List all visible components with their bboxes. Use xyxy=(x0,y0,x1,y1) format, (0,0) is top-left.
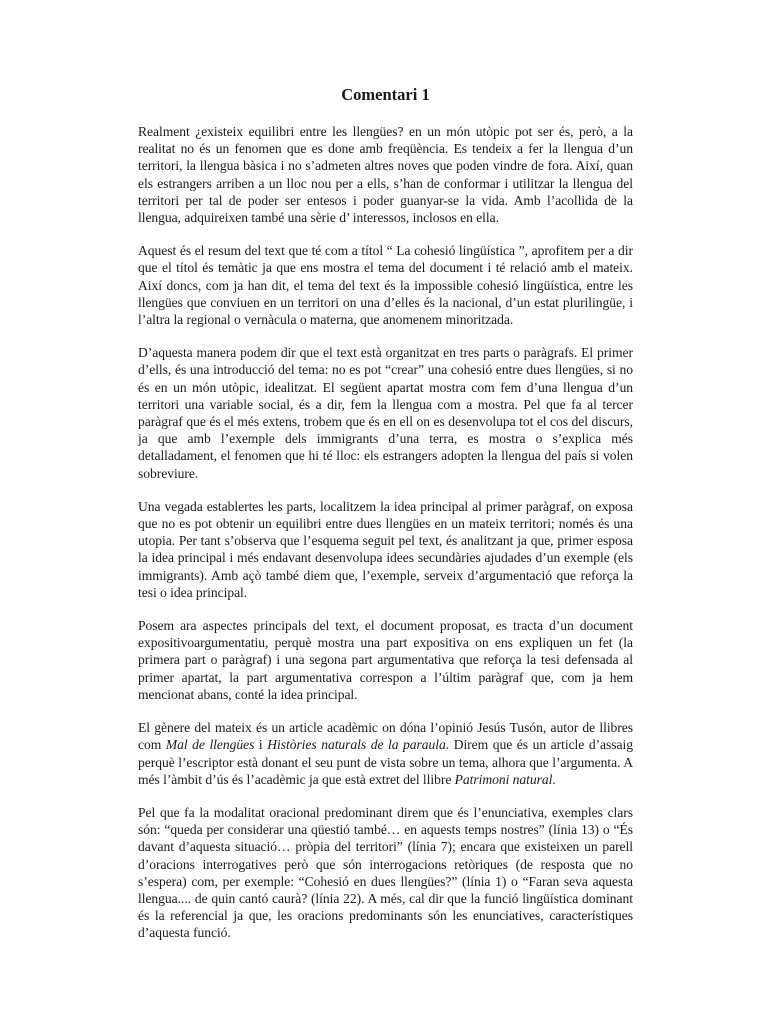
paragraph-5: Posem ara aspectes principals del text, el document proposat, es tracta d’un document expositivoargumentatiu, perquè mostra una part expositiva on ens expliquen un fet (la primera part o paràgraf) i una segona part argumentativa que reforça la tesi defensada al primer apartat, la part argumentativa correspon a l’últim paràgraf que, com ja hem mencionat abans, conté la idea principal. xyxy=(138,618,633,702)
page-title: Comentari 1 xyxy=(341,85,430,104)
book-title-patrimoni-natural: Patrimoni natural xyxy=(454,771,553,787)
book-title-mal-de-llengues: Mal de llengües xyxy=(165,737,255,753)
paragraph-6-text-d: . xyxy=(552,771,556,787)
paragraph-7: Pel que fa la modalitat oracional predominant direm que és l’enunciativa, exemples clars són: “queda per considerar una qüestió també… en aquests temps nostres” (línia 13) o “És davant d’aquesta situació… pròpia del territori” (línia 7); encara que existeixen un parell d’oracions interrogatives però que són interrogacions retòriques (de resposta que no s’espera) com, per exemple: “Cohesió en dues llengües?” (línia 1) o “Faran seva aquesta llengua.... de quin cantó caurà? (línia 22). A més, cal dir que la funció lingüística dominant és la referencial ja que, les oracions predominants són les enunciatives, característiques d’aquesta funció. xyxy=(138,804,633,941)
paragraph-6-text-c: . Direm que és un article d’assaig perquè l’escriptor està donant el seu punt de vista sobre un tema, alhora que l’argumenta. A més l’àmbit d’ús és l’acadèmic ja que està extret del llibre xyxy=(138,737,633,787)
paragraph-6 xyxy=(138,719,633,788)
paragraph-1: Realment ¿existeix equilibri entre les llengües? en un món utòpic pot ser és, però, a la realitat no és un fenomen que es done amb freqüència. Es tendeix a fer la llengua d’un territori, la llengua bàsica i no s’admeten altres noves que poden vindre de fora. Així, quan els estrangers arriben a un lloc nou per a ells, s’han de conformar i utilitzar la llengua del territori per tal de poder ser entesos i poder guanyar-se la vida. Amb l’acollida de la llengua, adquireixen també una sèrie d’ interessos, inclosos en ella. xyxy=(138,124,633,226)
paragraph-4: Una vegada establertes les parts, localitzem la idea principal al primer paràgraf, on exposa que no es pot obtenir un equilibri entre dues llengües en un mateix territori; només és una utopia. Per tant s’observa que l’esquema seguit pel text, és analitzant ja que, primer esposa la idea principal i més endavant desenvolupa idees secundàries ajudades d’un exemple (els immigrants). Amb açò també diem que, l’exemple, serveix d’argumentació que reforça la tesi o idea principal. xyxy=(138,498,633,600)
paragraph-2: Aquest és el resum del text que té com a títol “ La cohesió lingüística ”, aprofitem per a dir que el títol és temàtic ja que ens mostra el tema del document i té relació amb el mateix. Així doncs, com ja han dit, el tema del text és la impossible cohesió lingüística, entre les llengües que conviuen en un territori on una d’elles és la nacional, d’un estat plurilingüe, i l’altra la regional o vernàcula o materna, que anomenem minoritzada. xyxy=(138,243,633,328)
paragraph-6-text-b: i xyxy=(254,737,268,753)
paragraph-6-text-a: El gènere del mateix és un article acadèmic on dóna l’opinió Jesús Tusón, autor de llibres com xyxy=(138,720,633,753)
book-title-histories-naturals: Històries naturals de la paraula xyxy=(267,737,446,753)
document-page xyxy=(138,84,633,958)
paragraph-3: D’aquesta manera podem dir que el text està organitzat en tres parts o paràgrafs. El primer d’ells, és una introducció del tema: no es pot “crear” una cohesió entre dues llengües, si no és en un món utòpic, idealitzat. El següent apartat mostra com fem d’una llengua d’un territori una variable social, és a dir, fem la llengua com a mostra. Pel que fa al tercer paràgraf que és el més extens, trobem que és en ell on es desenvolupa tot el cos del discurs, ja que amb l’exemple dels immigrants d’una terra, es mostra o s’explica més detalladament, el fenomen que hi té lloc: els estrangers adopten la llengua del país si volen sobreviure. xyxy=(138,345,633,481)
